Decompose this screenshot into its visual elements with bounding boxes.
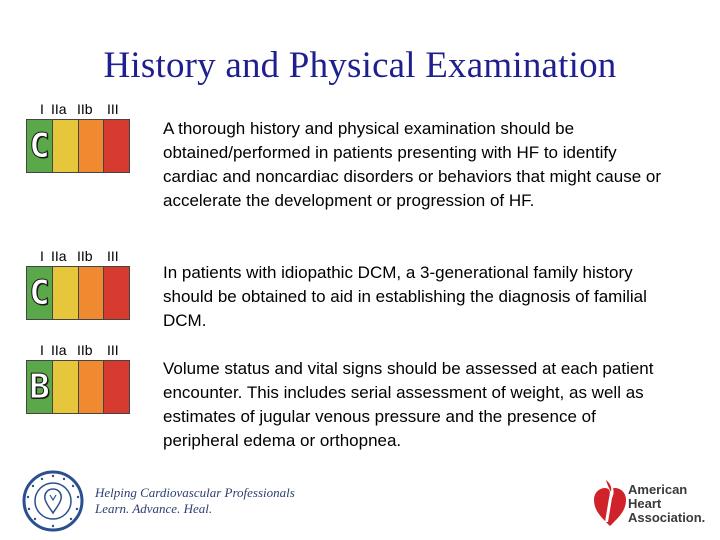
class-bar bbox=[26, 119, 130, 173]
class-iii-segment bbox=[104, 120, 129, 172]
aha-line-2: Heart bbox=[628, 496, 662, 511]
class-label-iii: III bbox=[107, 248, 119, 264]
class-label-iia: IIa bbox=[51, 248, 67, 264]
class-labels bbox=[26, 101, 130, 117]
class-label-iii: III bbox=[107, 342, 119, 358]
tagline-line-2: Learn. Advance. Heal. bbox=[95, 501, 213, 516]
aha-line-1: American bbox=[628, 482, 688, 497]
recommendation-text-3: Volume status and vital signs should be assessed at each patient encounter. This includes serial assessment of weight, as well as estimates of jugular venous pressure and the presence of peripheral edema or orthopnea. bbox=[163, 359, 654, 450]
acc-tagline bbox=[95, 485, 295, 517]
class-label-i: I bbox=[40, 342, 44, 358]
class-label-i: I bbox=[40, 101, 44, 117]
class-bar bbox=[26, 360, 130, 414]
aha-heart-torch-icon bbox=[592, 478, 628, 530]
class-bar bbox=[26, 266, 130, 320]
class-labels bbox=[26, 248, 130, 264]
recommendation-badge-3 bbox=[26, 342, 130, 414]
class-label-iia: IIa bbox=[51, 101, 67, 117]
class-iib-segment bbox=[79, 120, 105, 172]
tagline-line-1: Helping Cardiovascular Professionals bbox=[95, 485, 295, 500]
class-label-iib: IIb bbox=[77, 101, 93, 117]
class-iia-segment bbox=[53, 361, 79, 413]
recommendation-text-1: A thorough history and physical examination should be obtained/performed in patients presenting with HF to identify cardiac and noncardiac disorders or behaviors that might cause or accelerate the development or progression of HF. bbox=[163, 119, 661, 210]
aha-wordmark bbox=[628, 483, 705, 525]
class-labels bbox=[26, 342, 130, 358]
class-label-iib: IIb bbox=[77, 248, 93, 264]
aha-line-3: Association. bbox=[628, 510, 706, 525]
class-iia-segment bbox=[53, 267, 79, 319]
class-iia-segment bbox=[53, 120, 79, 172]
class-label-iii: III bbox=[107, 101, 119, 117]
class-label-iib: IIb bbox=[77, 342, 93, 358]
recommendation-text-2: In patients with idiopathic DCM, a 3-generational family history should be obtained to aid in establishing the diagnosis of familial DCM. bbox=[163, 263, 647, 330]
acc-seal-logo bbox=[20, 470, 86, 532]
recommendation-badge-2 bbox=[26, 248, 130, 320]
class-iib-segment bbox=[79, 267, 105, 319]
page-title: History and Physical Examination bbox=[103, 45, 617, 86]
level-of-evidence: B bbox=[27, 361, 53, 413]
class-iib-segment bbox=[79, 361, 105, 413]
level-of-evidence: C bbox=[27, 120, 53, 172]
recommendation-badge-1 bbox=[26, 101, 130, 173]
class-label-i: I bbox=[40, 248, 44, 264]
level-of-evidence: C bbox=[27, 267, 53, 319]
class-iii-segment bbox=[104, 267, 129, 319]
class-label-iia: IIa bbox=[51, 342, 67, 358]
class-iii-segment bbox=[104, 361, 129, 413]
